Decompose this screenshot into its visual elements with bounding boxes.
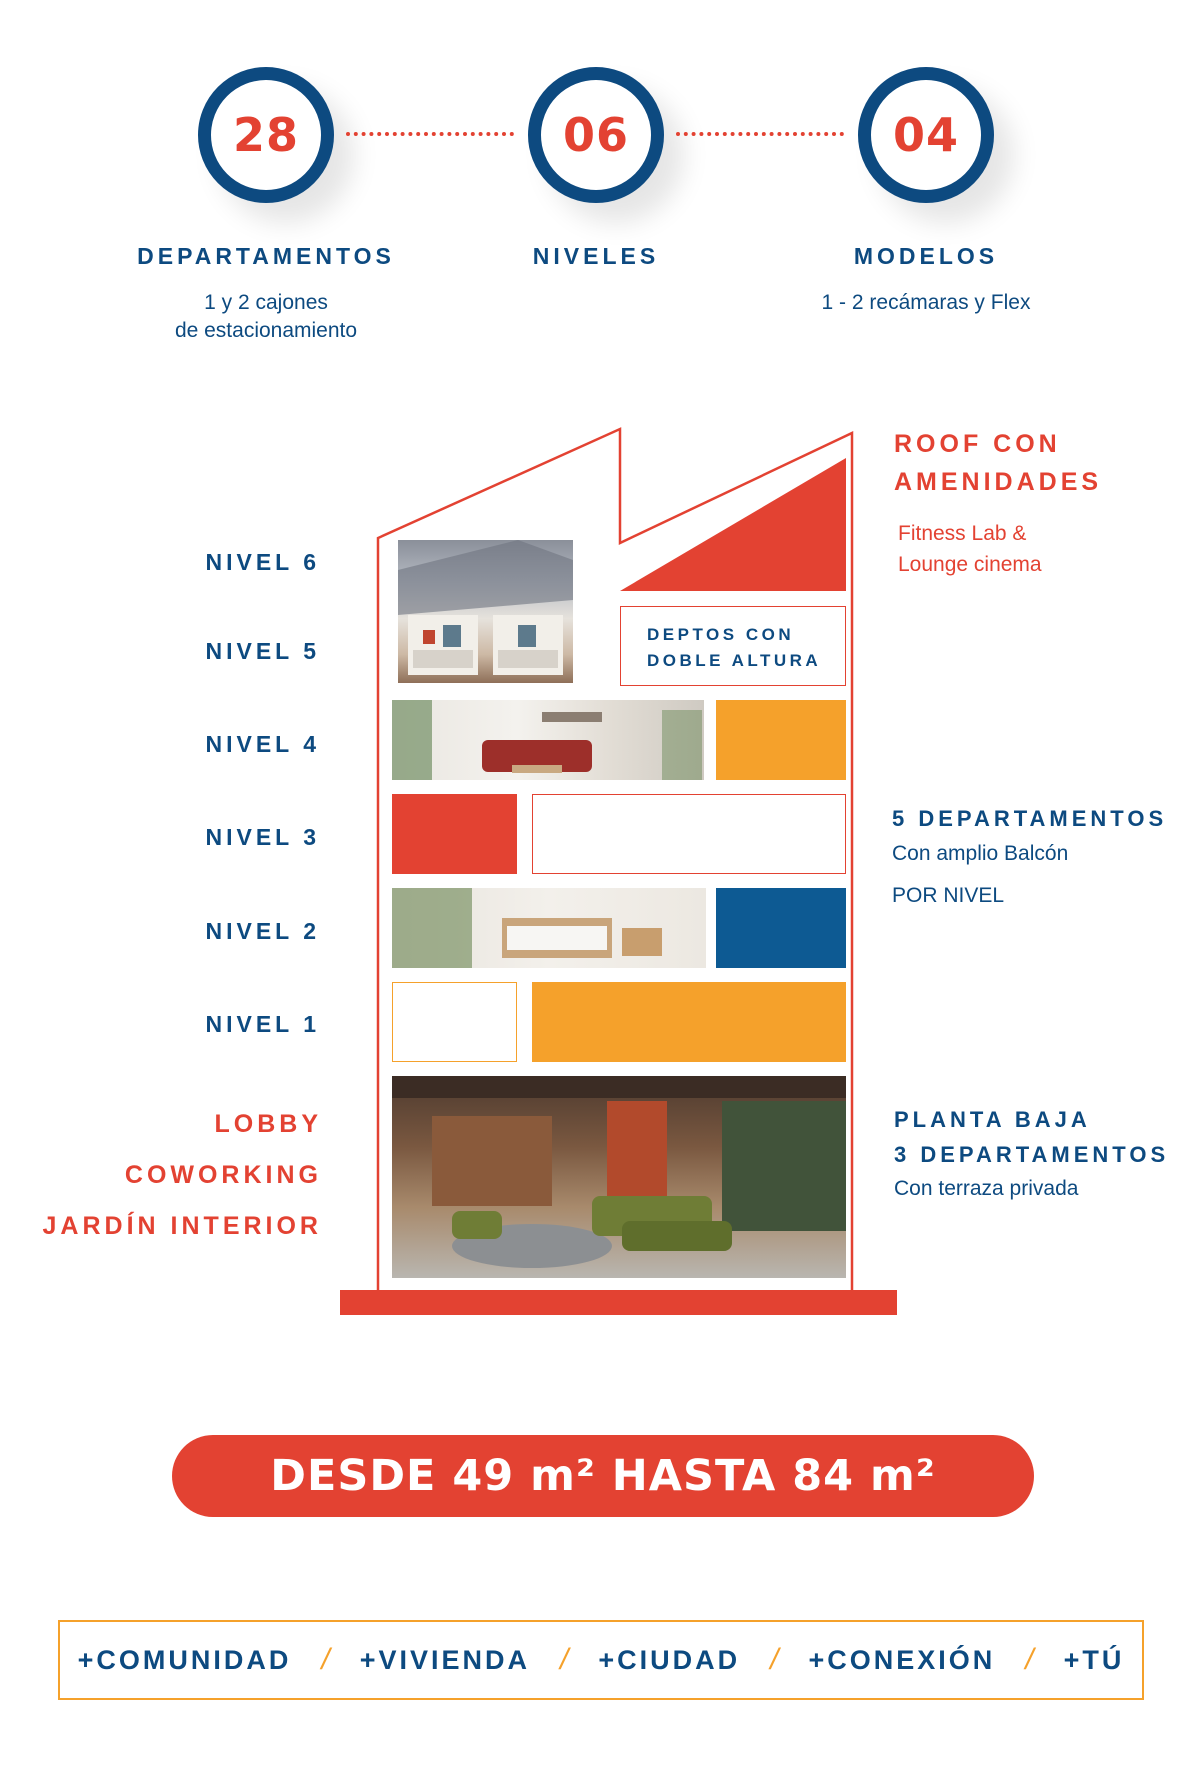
ground-label-coworking: COWORKING [124,1161,322,1189]
ground-info-title-2: 3 DEPARTAMENTOS [894,1142,1170,1167]
stat-label: NIVELES [532,243,660,269]
level-label-2: NIVEL 2 [205,918,320,944]
tag-ciudad: +CIUDAD [598,1644,741,1675]
tag-vivienda: +VIVIENDA [359,1644,531,1675]
stat-number: 06 [562,108,629,162]
bedroom-image [392,888,706,968]
level-label-3: NIVEL 3 [205,824,320,850]
ground-info-title-1: PLANTA BAJA [894,1107,1091,1132]
double-height-line-2: DOBLE ALTURA [647,651,822,670]
size-range-banner [172,1435,1034,1517]
tag-conexion: +CONEXIÓN [808,1644,996,1675]
level-2-block [716,888,846,968]
level-label-1: NIVEL 1 [205,1011,320,1037]
level-4-block [716,700,846,780]
tag-tu: +TÚ [1063,1644,1125,1675]
separator-slash: / [1025,1643,1034,1676]
ground-info-text: Con terraza privada [894,1177,1079,1200]
double-height-box [620,606,846,686]
living-room-image [392,700,704,780]
roof-title-line-2: AMENIDADES [894,468,1103,496]
level-label-6: NIVEL 6 [205,549,320,575]
level-label-5: NIVEL 5 [205,638,320,664]
separator-slash: / [560,1643,569,1676]
double-height-apartment-image [398,540,573,683]
separator-slash: / [321,1643,330,1676]
floors-info-text-2: POR NIVEL [892,884,1005,907]
stat-label: MODELOS [853,243,999,269]
tags-bar [58,1620,1144,1700]
stat-number: 28 [232,108,299,162]
level-3-block-outline [532,794,846,874]
tag-comunidad: +COMUNIDAD [77,1644,292,1675]
level-1-block-outline [392,982,517,1062]
ground-label-lobby: LOBBY [214,1110,322,1138]
roof-amenities-block [620,458,846,591]
roof-title-line-1: ROOF CON [894,430,1061,458]
floors-info-text-1: Con amplio Balcón [892,842,1069,865]
separator-slash: / [770,1643,779,1676]
stat-sub-line-1: 1 y 2 cajones [204,291,328,314]
roof-text-line-2: Lounge cinema [898,553,1042,576]
size-range-text: DESDE 49 m² HASTA 84 m² [270,1451,936,1501]
stat-label: DEPARTAMENTOS [137,243,395,269]
level-label-4: NIVEL 4 [205,731,320,757]
double-height-line-1: DEPTOS CON [647,625,795,644]
ground-label-jardin: JARDÍN INTERIOR [42,1212,322,1240]
stat-sub-line-1: 1 - 2 recámaras y Flex [821,291,1031,314]
level-3-block-red [392,794,517,874]
building-base [340,1290,897,1315]
stat-sub-line-2: de estacionamiento [174,319,358,342]
lobby-coworking-image [392,1076,846,1278]
level-1-block-orange [532,982,846,1062]
stat-number: 04 [892,108,959,162]
floors-info-title: 5 DEPARTAMENTOS [892,806,1168,831]
roof-text-line-1: Fitness Lab & [898,522,1027,545]
